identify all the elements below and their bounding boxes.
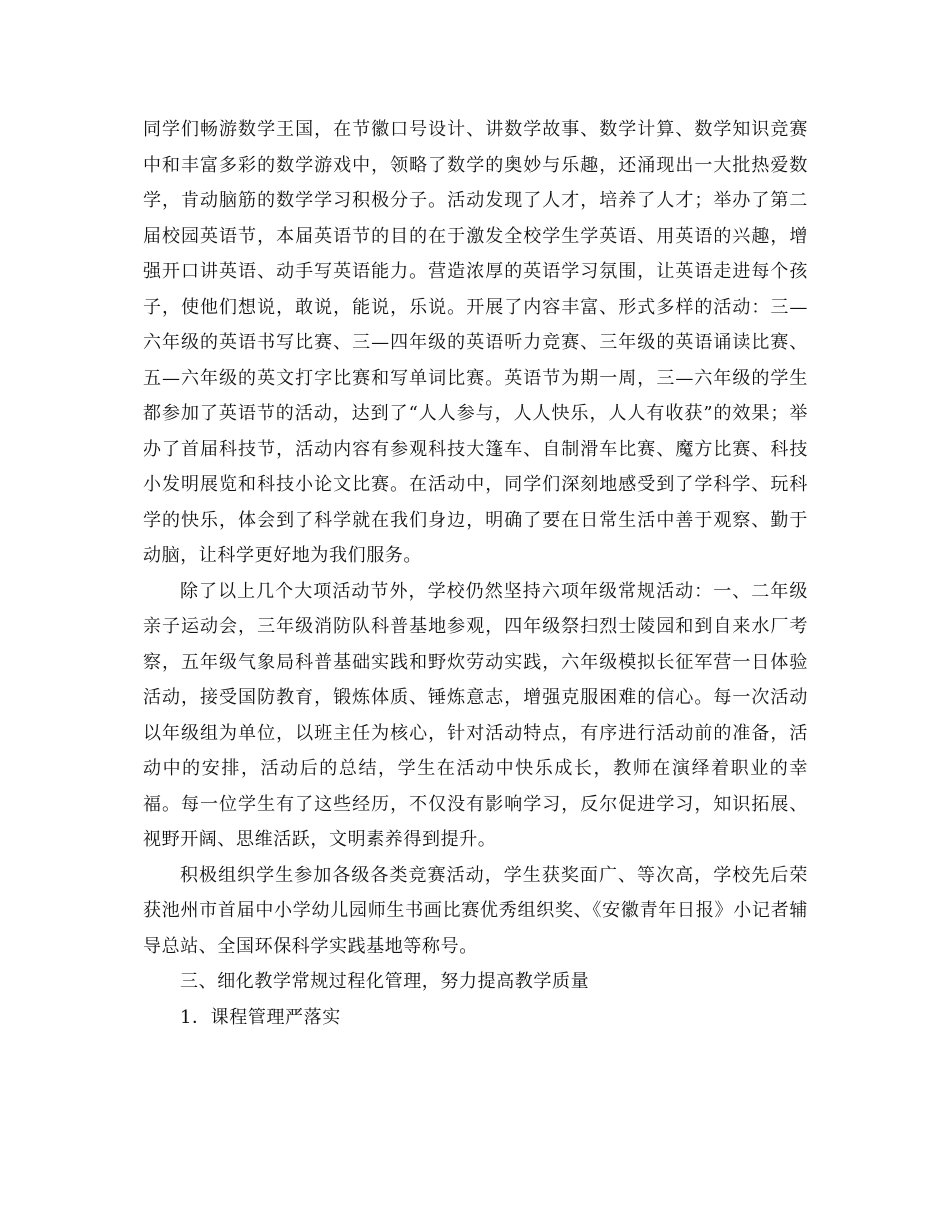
paragraph-grade-activities: 除了以上几个大项活动节外，学校仍然坚持六项年级常规活动：一、二年级亲子运动会，三年级消防队科普基地参观，四年级祭扫烈士陵园和到自来水厂考察，五年级气象局科普基础实践和野炊劳动实践，六年级模拟长征军营一日体验活动，接受国防教育，锻炼体质、锤炼意志，增强克服困难的信心。每一次活动以年级组为单位，以班主任为核心，针对活动特点，有序进行活动前的准备，活动中的安排，活动后的总结，学生在活动中快乐成长，教师在演绎着职业的幸福。每一位学生有了这些经历，不仅没有影响学习，反尔促进学习，知识拓展、视野开阔、思维活跃，文明素养得到提升。: [143, 580, 808, 850]
document-body: [143, 112, 808, 1035]
paragraph-competition-awards: 积极组织学生参加各级各类竞赛活动，学生获奖面广、等次高，学校先后荣获池州市首届中小学幼儿园师生书画比赛优秀组织奖、《安徽青年日报》小记者辅导总站、全国环保科学实践基地等称号。: [143, 864, 808, 957]
section-heading-teaching-management: 三、细化教学常规过程化管理，努力提高教学质量: [180, 971, 590, 992]
paragraph-math-english-science-festivals: 同学们畅游数学王国，在节徽口号设计、讲数学故事、数学计算、数学知识竞赛中和丰富多彩的数学游戏中，领略了数学的奥妙与乐趣，还涌现出一大批热爱数学，肯动脑筋的数学学习积极分子。活动发现了人才，培养了人才；举办了第二届校园英语节，本届英语节的目的在于激发全校学生学英语、用英语的兴趣，增强开口讲英语、动手写英语能力。营造浓厚的英语学习氛围，让英语走进每个孩子，使他们想说，敢说，能说，乐说。开展了内容丰富、形式多样的活动：三—六年级的英语书写比赛、三—四年级的英语听力竞赛、三年级的英语诵读比赛、五—六年级的英文打字比赛和写单词比赛。英语节为期一周，三—六年级的学生都参加了英语节的活动，达到了“人人参与，人人快乐，人人有收获”的效果；举办了首届科技节，活动内容有参观科技大篷车、自制滑车比赛、魔方比赛、科技小发明展览和科技小论文比赛。在活动中，同学们深刻地感受到了学科学、玩科学的快乐，体会到了科学就在我们身边，明确了要在日常生活中善于观察、勤于动脑，让科学更好地为我们服务。: [143, 119, 808, 566]
subheading-curriculum-management: 1．课程管理严落实: [180, 1006, 341, 1028]
